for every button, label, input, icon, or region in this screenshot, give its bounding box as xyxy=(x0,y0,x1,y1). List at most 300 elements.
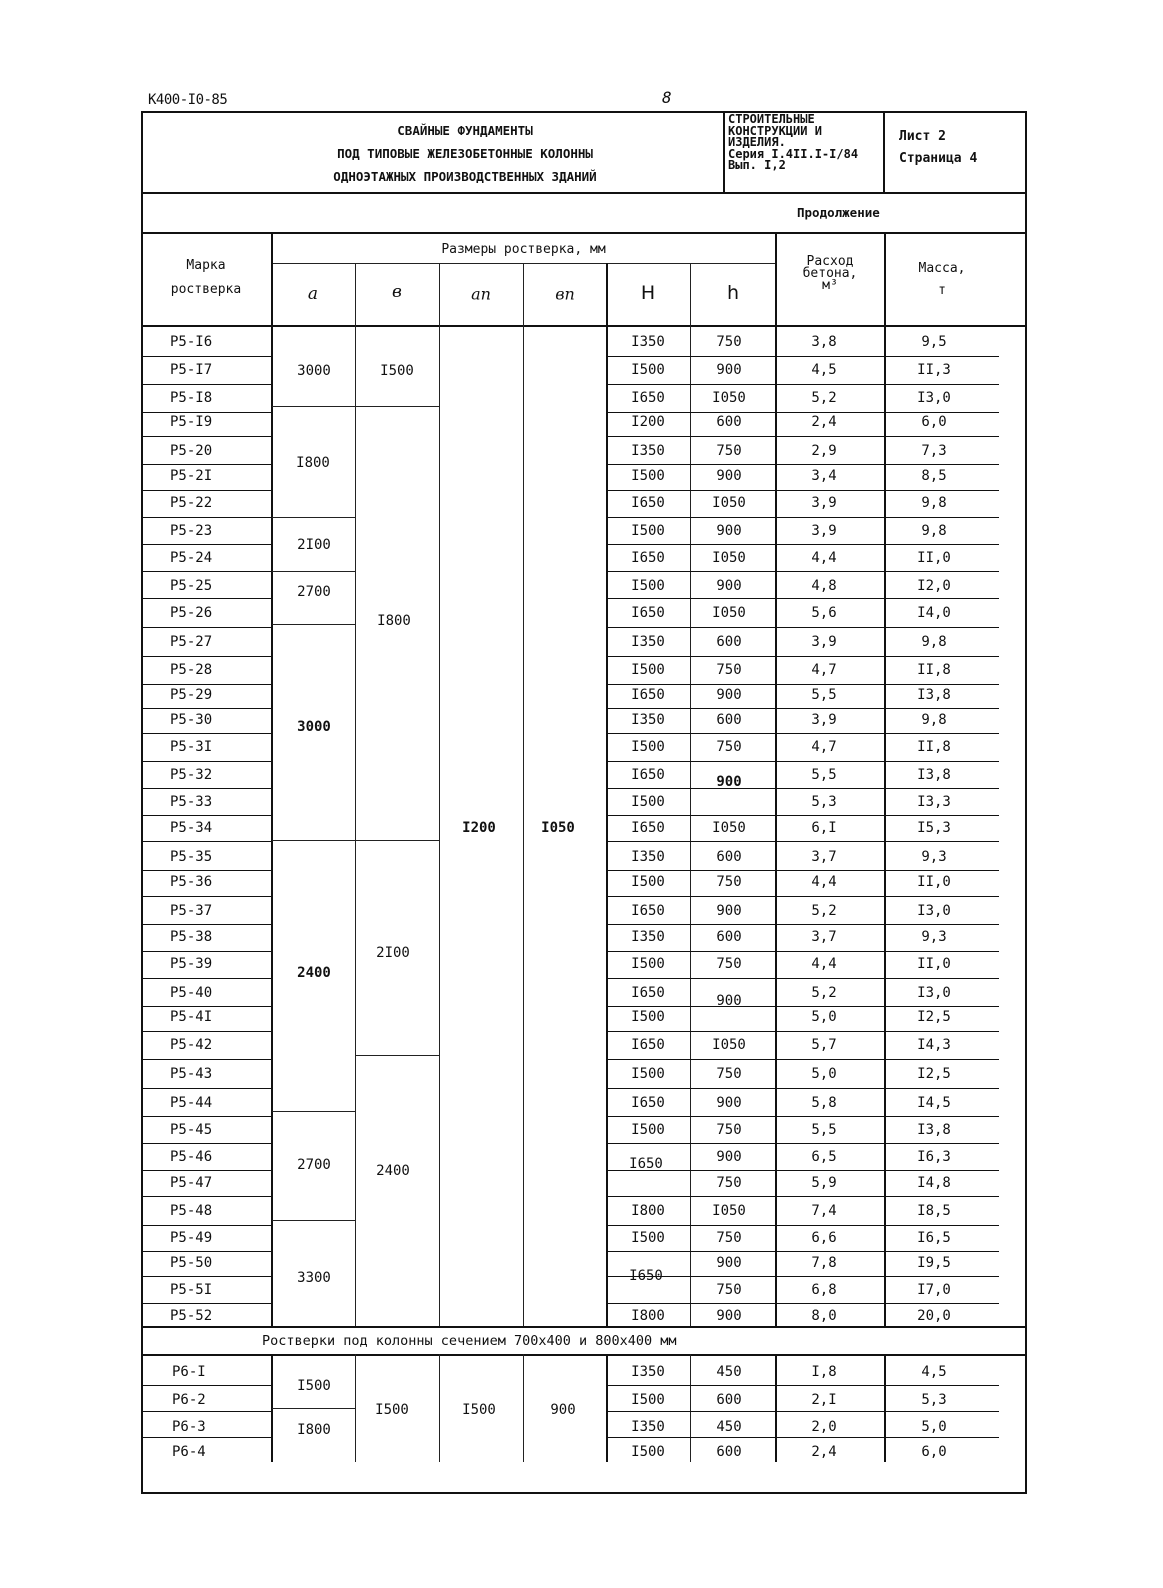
sheet-divider xyxy=(883,111,885,193)
mark-cell: Р5-35 xyxy=(170,849,213,865)
series-line-5: Вып. I,2 xyxy=(728,158,786,172)
h-row-rule xyxy=(691,1276,775,1277)
mark-cell: Р5-49 xyxy=(170,1230,213,1246)
mass-row-rule xyxy=(885,951,999,952)
concrete-volume-cell: 3,9 xyxy=(811,495,837,511)
concrete-volume-cell: 5,8 xyxy=(811,1095,837,1111)
H-value-1650-merged-a: I650 xyxy=(629,1156,663,1172)
mark-cell: Р5-48 xyxy=(170,1203,213,1219)
h-cell: 750 xyxy=(716,1282,742,1298)
H-cell: I650 xyxy=(631,985,665,1001)
sheet-label: Лист 2 xyxy=(899,129,946,144)
H-cell: I650 xyxy=(631,903,665,919)
H-cell: I350 xyxy=(631,1419,665,1435)
mass-cell: I6,3 xyxy=(917,1149,951,1165)
mark-cell: Р5-50 xyxy=(170,1255,213,1271)
mark-cell: Р5-40 xyxy=(170,985,213,1001)
s2-group-rule-a xyxy=(272,1408,355,1409)
H-row-rule xyxy=(607,1303,691,1304)
mark-row-rule xyxy=(142,627,271,628)
H-row-rule xyxy=(607,1116,691,1117)
mark-row-rule xyxy=(142,733,271,734)
h-cell: 450 xyxy=(716,1419,742,1435)
H-row-rule xyxy=(607,384,691,385)
section2-top-rule xyxy=(141,1326,1027,1328)
volume-row-rule xyxy=(776,1196,884,1197)
mass-cell: I7,0 xyxy=(917,1282,951,1298)
concrete-volume-cell: 3,4 xyxy=(811,468,837,484)
mark-cell: Р5-3I xyxy=(170,739,213,755)
group-rule-a2 xyxy=(272,517,355,518)
mark-cell: Р5-34 xyxy=(170,820,213,836)
h-cell: 750 xyxy=(716,874,742,890)
concrete-column-header xyxy=(776,256,884,292)
concrete-volume-cell: 7,4 xyxy=(811,1203,837,1219)
mass-row-rule xyxy=(885,1196,999,1197)
mark-row-rule xyxy=(142,1303,271,1304)
H-row-rule xyxy=(607,1196,691,1197)
mass-cell: 6,0 xyxy=(921,414,947,430)
s2-a-value-1800: I800 xyxy=(297,1422,331,1438)
mass-row-rule xyxy=(885,788,999,789)
volume-row-rule xyxy=(776,656,884,657)
H-cell: I350 xyxy=(631,929,665,945)
h-row-rule xyxy=(691,384,775,385)
mass-row-rule xyxy=(885,841,999,842)
mark-row-rule xyxy=(142,1170,271,1171)
series-line-3: ИЗДЕЛИЯ. xyxy=(728,135,786,149)
mass-cell: 5,0 xyxy=(921,1419,947,1435)
H-row-rule xyxy=(607,924,691,925)
mass-cell: II,0 xyxy=(917,956,951,972)
h-row-rule xyxy=(691,517,775,518)
concrete-volume-cell: 4,5 xyxy=(811,362,837,378)
h-row-rule xyxy=(691,490,775,491)
concrete-volume-cell: 6,6 xyxy=(811,1230,837,1246)
volume-row-rule xyxy=(776,841,884,842)
h-row-rule xyxy=(691,951,775,952)
h-row-rule xyxy=(691,656,775,657)
a-value-2700-bot: 2700 xyxy=(297,1157,331,1173)
b-value-1500-top: I500 xyxy=(380,363,414,379)
h-row-rule xyxy=(691,1059,775,1060)
concrete-volume-cell: 4,4 xyxy=(811,874,837,890)
sheet-info xyxy=(899,126,977,170)
mass-cell: 4,5 xyxy=(921,1364,947,1380)
volume-row-rule xyxy=(776,571,884,572)
s2-a-value-1500: I500 xyxy=(297,1378,331,1394)
mass-row-rule xyxy=(885,1251,999,1252)
mark-row-rule xyxy=(142,464,271,465)
h-cell: 900 xyxy=(716,903,742,919)
h-row-rule xyxy=(691,733,775,734)
mark-row-rule xyxy=(142,815,271,816)
mark-row-rule xyxy=(142,356,271,357)
H-cell: I800 xyxy=(631,1308,665,1324)
mark-cell: Р5-36 xyxy=(170,874,213,890)
title-bottom-rule xyxy=(141,192,1027,194)
mass-row-rule xyxy=(885,384,999,385)
h-cell: 600 xyxy=(716,849,742,865)
s2-bn-value: 900 xyxy=(550,1402,576,1418)
concrete-header-line-2: бетона, xyxy=(802,266,858,281)
mark-cell: Р5-29 xyxy=(170,687,213,703)
H-cell: I650 xyxy=(631,767,665,783)
mass-cell: I3,8 xyxy=(917,767,951,783)
s2-col-line-2 xyxy=(355,1354,356,1462)
group-rule-a4 xyxy=(272,624,355,625)
h-row-rule xyxy=(691,708,775,709)
mark-row-rule xyxy=(142,517,271,518)
h-cell: 600 xyxy=(716,414,742,430)
H-row-rule xyxy=(607,1006,691,1007)
H-cell: I500 xyxy=(631,1392,665,1408)
H-row-rule xyxy=(607,896,691,897)
H-cell: I650 xyxy=(631,1037,665,1053)
volume-row-rule xyxy=(776,1031,884,1032)
concrete-volume-cell: 5,9 xyxy=(811,1175,837,1191)
H-cell: I650 xyxy=(631,495,665,511)
mass-row-rule xyxy=(885,924,999,925)
b-value-1800: I800 xyxy=(377,613,411,629)
mass-row-rule xyxy=(885,1116,999,1117)
h-cell: I050 xyxy=(712,820,746,836)
mass-cell: II,8 xyxy=(917,739,951,755)
mass-cell: I3,0 xyxy=(917,985,951,1001)
mark-cell: Р5-38 xyxy=(170,929,213,945)
group-rule-b1 xyxy=(356,1055,439,1056)
H-row-rule xyxy=(607,788,691,789)
mark-cell: Р6-I xyxy=(172,1364,206,1380)
h-cell: 600 xyxy=(716,1392,742,1408)
h-cell: I050 xyxy=(712,1203,746,1219)
h-row-rule xyxy=(691,627,775,628)
group-rule-a3 xyxy=(272,571,355,572)
h-row-rule xyxy=(691,1170,775,1171)
group-rule-a5 xyxy=(272,840,439,841)
volume-row-rule xyxy=(776,870,884,871)
H-row-rule xyxy=(607,544,691,545)
mass-cell: II,3 xyxy=(917,362,951,378)
mark-row-rule xyxy=(142,544,271,545)
mass-cell: 9,3 xyxy=(921,929,947,945)
mass-cell: I2,5 xyxy=(917,1009,951,1025)
concrete-volume-cell: 3,9 xyxy=(811,712,837,728)
mark-row-rule xyxy=(142,684,271,685)
mark-row-rule xyxy=(142,1251,271,1252)
concrete-volume-cell: 2,I xyxy=(811,1392,837,1408)
mark-cell: Р6-2 xyxy=(172,1392,206,1408)
H-row-rule xyxy=(607,1088,691,1089)
b-value-2100: 2I00 xyxy=(376,945,410,961)
h-row-rule xyxy=(691,924,775,925)
h-cell: 750 xyxy=(716,739,742,755)
H-row-rule xyxy=(607,517,691,518)
H-cell: I500 xyxy=(631,1009,665,1025)
mass-row-rule xyxy=(885,870,999,871)
volume-row-rule xyxy=(776,1088,884,1089)
mark-row-rule xyxy=(142,1059,271,1060)
mark-column-header xyxy=(141,258,271,297)
mass-row-rule xyxy=(885,733,999,734)
mark-cell: Р5-I7 xyxy=(170,362,213,378)
h-row-rule xyxy=(691,896,775,897)
title-line-3: ОДНОЭТАЖНЫХ ПРОИЗВОДСТВЕННЫХ ЗДАНИЙ xyxy=(333,169,597,184)
h-value-900-merged-a: 900 xyxy=(716,774,742,790)
H-cell: I650 xyxy=(631,605,665,621)
mark-row-rule xyxy=(142,788,271,789)
H-row-rule xyxy=(607,356,691,357)
h-cell: 900 xyxy=(716,362,742,378)
H-cell: I500 xyxy=(631,956,665,972)
document-title xyxy=(245,119,685,188)
h-value-900-merged-b: 900 xyxy=(716,993,742,1009)
h-row-rule xyxy=(691,815,775,816)
concrete-volume-cell: 6,8 xyxy=(811,1282,837,1298)
h-cell: 900 xyxy=(716,1095,742,1111)
mark-cell: Р5-47 xyxy=(170,1175,213,1191)
h-row-rule xyxy=(691,1143,775,1144)
h-cell: 600 xyxy=(716,634,742,650)
mass-cell: I3,0 xyxy=(917,390,951,406)
concrete-volume-cell: 5,0 xyxy=(811,1066,837,1082)
volume-row-rule xyxy=(776,490,884,491)
mass-row-rule xyxy=(885,1276,999,1277)
concrete-volume-cell: 4,8 xyxy=(811,578,837,594)
mass-cell: I9,5 xyxy=(917,1255,951,1271)
volume-row-rule xyxy=(776,436,884,437)
concrete-volume-cell: 6,I xyxy=(811,820,837,836)
mass-cell: I2,5 xyxy=(917,1066,951,1082)
concrete-volume-cell: 5,2 xyxy=(811,903,837,919)
H-row-rule xyxy=(607,598,691,599)
mark-row-rule xyxy=(142,761,271,762)
H-cell: I500 xyxy=(631,794,665,810)
concrete-volume-cell: 3,8 xyxy=(811,334,837,350)
mass-cell: 9,8 xyxy=(921,523,947,539)
volume-row-rule xyxy=(776,356,884,357)
concrete-volume-cell: 2,4 xyxy=(811,1444,837,1460)
h-row-rule xyxy=(691,761,775,762)
h-row-rule xyxy=(691,684,775,685)
H-row-rule xyxy=(607,978,691,979)
s2-an-value: I500 xyxy=(462,1402,496,1418)
mass-cell: I3,3 xyxy=(917,794,951,810)
mass-row-rule xyxy=(885,684,999,685)
h-cell: 900 xyxy=(716,468,742,484)
mass-cell: 9,3 xyxy=(921,849,947,865)
mark-cell: Р5-2I xyxy=(170,468,213,484)
H-row-rule xyxy=(607,1143,691,1144)
volume-row-rule xyxy=(776,517,884,518)
concrete-volume-cell: 5,0 xyxy=(811,1009,837,1025)
mass-cell: I6,5 xyxy=(917,1230,951,1246)
mark-cell: Р5-46 xyxy=(170,1149,213,1165)
s2-col-line-3 xyxy=(439,1354,440,1462)
volume-row-rule xyxy=(776,708,884,709)
concrete-volume-cell: 5,7 xyxy=(811,1037,837,1053)
series-block xyxy=(728,114,858,172)
mark-cell: Р5-28 xyxy=(170,662,213,678)
H-cell: I500 xyxy=(631,662,665,678)
column-a-header: а xyxy=(307,284,319,304)
b-value-2400: 2400 xyxy=(376,1163,410,1179)
a-value-2700-top: 2700 xyxy=(297,584,331,600)
h-cell: 900 xyxy=(716,1308,742,1324)
H-row-rule xyxy=(607,436,691,437)
concrete-volume-cell: 3,9 xyxy=(811,634,837,650)
H-cell: I350 xyxy=(631,1364,665,1380)
group-rule-a6 xyxy=(272,1111,355,1112)
mark-row-rule xyxy=(142,841,271,842)
h-row-rule xyxy=(691,978,775,979)
mark-row-rule xyxy=(142,436,271,437)
a-value-2100: 2I00 xyxy=(297,537,331,553)
mark-row-rule xyxy=(142,951,271,952)
col-line-7 xyxy=(775,232,777,1326)
H-cell: I500 xyxy=(631,1066,665,1082)
mark-cell: Р5-45 xyxy=(170,1122,213,1138)
h-cell: I050 xyxy=(712,1037,746,1053)
mass-row-rule xyxy=(885,627,999,628)
sizes-group-header: Размеры ростверка, мм xyxy=(441,242,606,257)
mass-cell: I8,5 xyxy=(917,1203,951,1219)
column-h-header: h xyxy=(726,282,740,304)
concrete-volume-cell: 5,5 xyxy=(811,1122,837,1138)
H-cell: I500 xyxy=(631,468,665,484)
group-rule-a1 xyxy=(272,406,439,407)
title-line-1: СВАЙНЫЕ ФУНДАМЕНТЫ xyxy=(397,123,533,138)
concrete-volume-cell: I,8 xyxy=(811,1364,837,1380)
volume-row-rule xyxy=(776,1059,884,1060)
mark-row-rule xyxy=(142,1385,271,1386)
h-cell: 600 xyxy=(716,1444,742,1460)
h-row-rule xyxy=(691,1251,775,1252)
title-divider xyxy=(723,111,725,193)
concrete-volume-cell: 2,9 xyxy=(811,443,837,459)
H-cell: I500 xyxy=(631,739,665,755)
H-row-rule xyxy=(607,627,691,628)
s2-col-line-6 xyxy=(690,1354,691,1462)
series-line-2: КОНСТРУКЦИИ И xyxy=(728,123,822,138)
col-line-1 xyxy=(271,232,273,1326)
H-row-rule xyxy=(607,464,691,465)
col-line-4 xyxy=(523,263,524,1326)
mass-row-rule xyxy=(885,490,999,491)
mass-row-rule xyxy=(885,1088,999,1089)
h-row-rule xyxy=(691,1088,775,1089)
H-cell: I500 xyxy=(631,578,665,594)
mark-cell: Р5-44 xyxy=(170,1095,213,1111)
H-cell: I500 xyxy=(631,1444,665,1460)
mark-cell: Р5-27 xyxy=(170,634,213,650)
h-cell: 750 xyxy=(716,956,742,972)
H-cell: I500 xyxy=(631,1122,665,1138)
mark-row-rule xyxy=(142,412,271,413)
mass-cell: II,0 xyxy=(917,550,951,566)
concrete-volume-cell: 5,2 xyxy=(811,390,837,406)
h-cell: I050 xyxy=(712,390,746,406)
concrete-volume-cell: 5,2 xyxy=(811,985,837,1001)
mass-cell: 9,5 xyxy=(921,334,947,350)
concrete-volume-cell: 8,0 xyxy=(811,1308,837,1324)
H-cell: I500 xyxy=(631,874,665,890)
s2-col-line-8 xyxy=(884,1354,886,1462)
mark-cell: Р5-I8 xyxy=(170,390,213,406)
mass-row-rule xyxy=(885,1059,999,1060)
H-row-rule xyxy=(607,684,691,685)
h-row-rule xyxy=(691,1031,775,1032)
H-row-rule xyxy=(607,733,691,734)
mark-cell: Р6-4 xyxy=(172,1444,206,1460)
H-cell: I350 xyxy=(631,334,665,350)
h-cell: 900 xyxy=(716,1255,742,1271)
mass-row-rule xyxy=(885,1006,999,1007)
volume-row-rule xyxy=(776,1143,884,1144)
volume-row-rule xyxy=(776,1251,884,1252)
H-row-rule xyxy=(607,815,691,816)
mass-cell: 9,8 xyxy=(921,495,947,511)
volume-row-rule xyxy=(776,412,884,413)
mark-cell: Р5-32 xyxy=(170,767,213,783)
values-row-rule xyxy=(607,1437,999,1438)
concrete-volume-cell: 7,8 xyxy=(811,1255,837,1271)
H-cell: I650 xyxy=(631,550,665,566)
h-cell: 750 xyxy=(716,443,742,459)
s2-col-line-4 xyxy=(523,1354,524,1462)
a-value-3000-top: 3000 xyxy=(297,363,331,379)
mass-row-rule xyxy=(885,656,999,657)
document-code: К400-I0-85 xyxy=(148,92,228,108)
mass-row-rule xyxy=(885,544,999,545)
column-b-header: в xyxy=(392,282,402,302)
concrete-volume-cell: 6,5 xyxy=(811,1149,837,1165)
volume-row-rule xyxy=(776,761,884,762)
h-cell: 900 xyxy=(716,687,742,703)
H-row-rule xyxy=(607,571,691,572)
h-cell: 900 xyxy=(716,523,742,539)
mark-cell: Р5-I6 xyxy=(170,334,213,350)
volume-row-rule xyxy=(776,598,884,599)
H-cell: I350 xyxy=(631,443,665,459)
mass-row-rule xyxy=(885,571,999,572)
continuation-label: Продолжение xyxy=(797,205,880,220)
mark-cell: Р5-5I xyxy=(170,1282,213,1298)
concrete-header-line-3: м³ xyxy=(822,278,838,293)
bn-value-1050: I050 xyxy=(541,820,575,836)
volume-row-rule xyxy=(776,1170,884,1171)
mark-row-rule xyxy=(142,870,271,871)
h-cell: 600 xyxy=(716,712,742,728)
concrete-volume-cell: 2,4 xyxy=(811,414,837,430)
H-cell: I350 xyxy=(631,849,665,865)
mark-row-rule xyxy=(142,1411,271,1412)
h-row-rule xyxy=(691,412,775,413)
concrete-volume-cell: 4,4 xyxy=(811,550,837,566)
mass-cell: I3,8 xyxy=(917,687,951,703)
concrete-volume-cell: 5,5 xyxy=(811,687,837,703)
H-row-rule xyxy=(607,951,691,952)
mass-cell: 7,3 xyxy=(921,443,947,459)
mass-header-line-1: Масса, xyxy=(918,261,966,276)
volume-row-rule xyxy=(776,1225,884,1226)
mass-row-rule xyxy=(885,517,999,518)
H-value-1650-merged-b: I650 xyxy=(629,1268,663,1284)
page-label: Страница 4 xyxy=(899,151,978,166)
column-H-header: Н xyxy=(640,282,656,304)
mass-row-rule xyxy=(885,896,999,897)
mass-cell: 20,0 xyxy=(917,1308,951,1324)
